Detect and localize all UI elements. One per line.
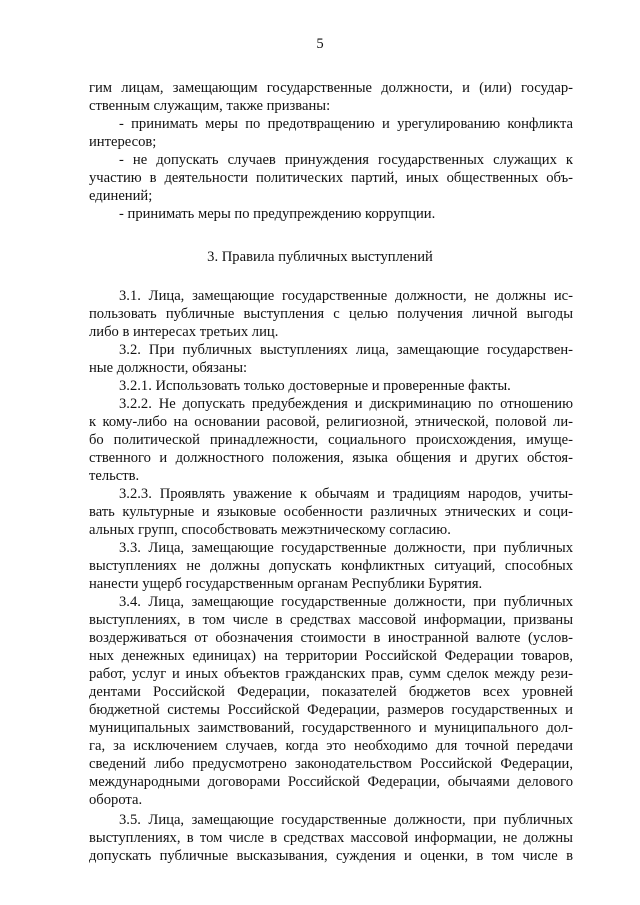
text-line: ственным служащим, также призваны: (89, 98, 331, 114)
section-heading: 3. Правила публичных выступлений (207, 249, 433, 265)
text-line: нанести ущерб государственным органам Республики Бурятия. (89, 576, 483, 592)
text-line: выступлениях, в том числе в средствах массовой информации, призваны (89, 612, 573, 628)
text-line: ные должности, обязаны: (89, 360, 248, 376)
page-number: 5 (316, 36, 324, 52)
text-line: 3.2.1. Использовать только достоверные и проверенные факты. (119, 378, 511, 394)
text-line: дентами Российской Федерации, показателей бюджетов всех уровней (89, 684, 573, 700)
text-line: 3.3. Лица, замещающие государственные должности, при публичных (119, 540, 573, 556)
text-line: га, за исключением случаев, когда это необходимо для точной передачи (89, 738, 573, 754)
text-line: выступлениях не должны допускать конфликтных ситуаций, способных (89, 558, 573, 574)
text-line: либо в интересах третьих лиц. (89, 324, 279, 340)
text-line: гим лицам, замещающим государственные должности, и (или) государ- (89, 80, 573, 96)
text-line: пользовать публичные выступления с целью получения личной выгоды (89, 306, 573, 322)
text-line: муниципальных заимствований, государственного и муниципального дол- (89, 720, 573, 736)
text-line: 3.5. Лица, замещающие государственные должности, при публичных (119, 812, 573, 828)
text-line: тельств. (89, 468, 140, 484)
text-line: 3.4. Лица, замещающие государственные должности, при публичных (119, 594, 573, 610)
text-line: альных групп, способствовать межэтническому согласию. (89, 522, 451, 538)
text-line: 3.2.3. Проявлять уважение к обычаям и традициям народов, учиты- (119, 486, 573, 502)
text-line: к кому-либо на основании расовой, религиозной, этнической, половой ли- (89, 414, 573, 430)
text-line: воздерживаться от обозначения стоимости в иностранной валюте (услов- (89, 630, 573, 646)
text-line: бо политической принадлежности, социального происхождения, имуще- (89, 432, 573, 448)
text-line: 3.2.2. Не допускать предубеждения и дискриминацию по отношению (119, 396, 573, 412)
text-line: единений; (89, 188, 153, 204)
text-line: выступлениях, в том числе в средствах массовой информации, не должны (89, 830, 573, 846)
text-line: ственного и должностного положения, языка общения и других обстоя- (89, 450, 573, 466)
text-line: участию в деятельности политических партий, иных общественных объ- (89, 170, 573, 186)
list-item: - принимать меры по предупреждению коррупции. (119, 206, 436, 222)
text-line: оборота. (89, 792, 143, 808)
text-line: вать культурные и языковые особенности различных этнических и соци- (89, 504, 573, 520)
text-line: 3.2. При публичных выступлениях лица, замещающие государствен- (119, 342, 573, 358)
text-line: работ, услуг и иных объектов гражданских прав, сумм сделок между рези- (89, 666, 573, 682)
text-line: бюджетной системы Российской Федерации, размеров государственных и (89, 702, 573, 718)
text-line: ных денежных единицах) на территории Российской Федерации товаров, (89, 648, 573, 664)
text-line: сведений либо предусмотрено законодательством Российской Федерации, (89, 756, 573, 772)
text-line: международными договорами Российской Федерации, обычаями делового (89, 774, 573, 790)
text-line: интересов; (89, 134, 157, 150)
text-line: допускать публичные высказывания, суждения и оценки, в том числе в (89, 848, 573, 864)
list-item: - принимать меры по предотвращению и урегулированию конфликта (119, 116, 573, 132)
list-item: - не допускать случаев принуждения государственных служащих к (119, 152, 573, 168)
text-line: 3.1. Лица, замещающие государственные должности, не должны ис- (119, 288, 573, 304)
